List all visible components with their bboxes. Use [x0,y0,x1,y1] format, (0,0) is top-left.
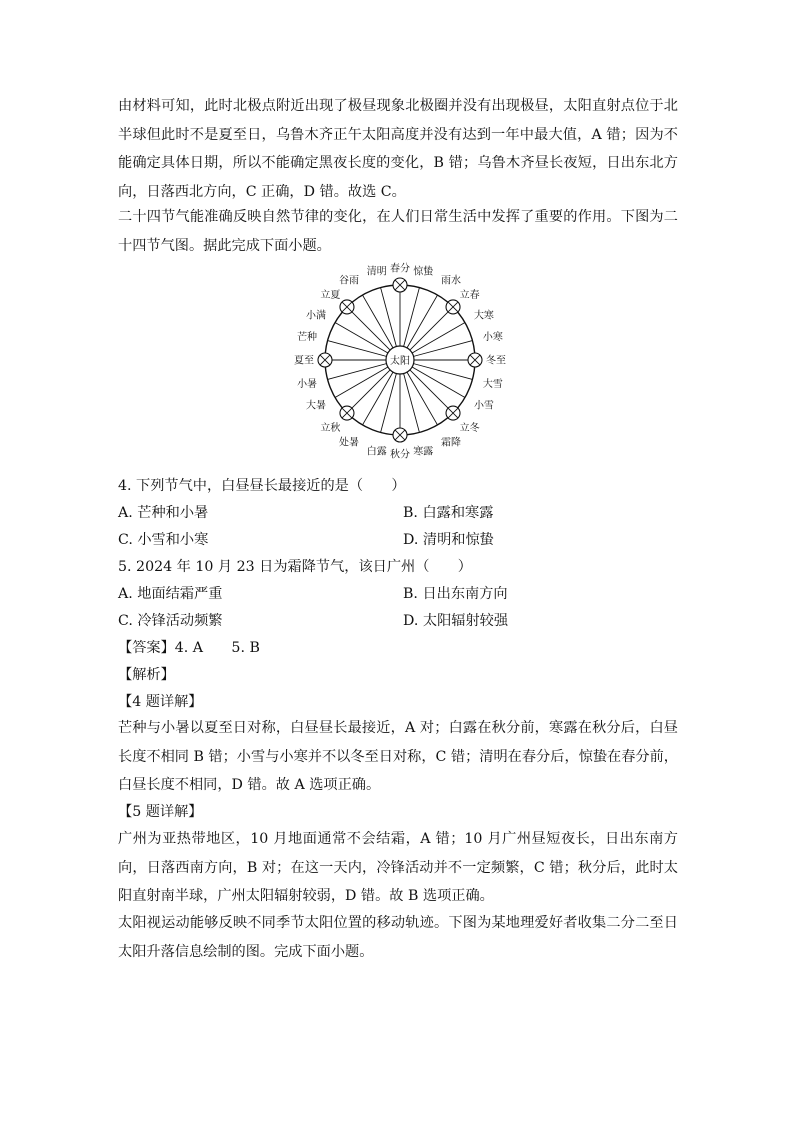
spoke-line [381,374,397,433]
spoke-line [404,374,420,433]
term-label: 小寒 [482,332,503,344]
q4-option-c: C. 小雪和小寒 [118,532,209,548]
term-label: 立冬 [459,423,480,435]
analysis-label: 【解析】 [118,667,175,683]
term-label: 立夏 [320,289,341,301]
term-label: 立秋 [320,423,341,435]
term-marker [468,353,482,367]
spoke-line [347,307,390,350]
spoke-line [363,295,394,348]
spoke-line [412,323,465,354]
spoke-line [363,372,394,425]
q5-stem: 5. 2024 年 10 月 23 日为霜降节气，该日广州（ ） [118,559,472,575]
spoke-line [410,370,453,413]
spoke-line [328,364,387,380]
q4-option-b: B. 白露和寒露 [403,505,494,521]
spoke-line [414,341,473,357]
term-marker [318,353,332,367]
q5-detail: 广州为亚热带地区，10 月地面通常不会结霜，A 错；10 月广州昼短夜长，日出东南方向，日落西南方向，B 对；在这一天内，冷锋活动并不一定频繁，C 错；秋分后，此时太阳直射南半球，广州太阳辐射较弱，D 错。故 B 选项正确。 [118,831,678,904]
material-paragraph: 二十四节气能准确反映自然节律的变化，在人们日常生活中发挥了重要的作用。下图为二十四节气图。据此完成下面小题。 [118,209,678,254]
term-marker [446,406,460,420]
term-label: 谷雨 [339,275,359,287]
term-marker [393,278,407,292]
q4-option-a: A. 芒种和小暑 [118,505,209,521]
q4-detail: 芒种与小暑以夏至日对称，白昼昼长最接近，A 对；白露在秋分前，寒露在秋分后，白昼长度不相同 B 错；小雪与小寒并不以冬至日对称，C 错；清明在春分后，惊蛰在春分前，白昼长度不相同，D 错。故 A 选项正确。 [118,720,678,793]
solar-terms-diagram [280,252,520,464]
term-label: 小雪 [473,400,494,412]
spoke-line [407,295,438,348]
spoke-line [335,323,388,354]
spoke-line [407,372,438,425]
term-marker [393,428,407,442]
term-label: 大寒 [473,310,494,322]
term-label: 立春 [459,289,480,301]
q4-option-d: D. 清明和惊蛰 [403,532,494,548]
term-marker [446,300,460,314]
intro-paragraph: 由材料可知，此时北极点附近出现了极昼现象北极圈并没有出现极昼，太阳直射点位于北半球但此时不是夏至日，乌鲁木齐正午太阳高度并没有达到一年中最大值，A 错；因为不能确定具体日期，所以不能确定黑夜长度的变化，B 错；乌鲁木齐昼长夜短，日出东北方向，日落西北方向，C 正确，D 错。故选 C。 [118,98,678,200]
q4-stem: 4. 下列节气中，白昼昼长最接近的是（ ） [118,478,406,494]
term-label: 小暑 [297,378,318,390]
term-label: 芒种 [297,332,318,344]
answer-line: 【答案】4. A 5. B [118,640,260,656]
q5-detail-label: 【5 题详解】 [118,804,203,820]
term-label: 冬至 [486,355,506,367]
spoke-line [347,370,390,413]
term-label: 白露 [366,446,387,458]
spoke-line [335,367,388,398]
term-label: 霜降 [441,437,461,449]
term-marker [340,300,354,314]
q4-detail-label: 【4 题详解】 [118,694,203,710]
spoke-line [404,288,420,347]
spoke-line [414,364,473,380]
term-label: 小满 [306,310,327,322]
term-marker [340,406,354,420]
spoke-line [381,288,397,347]
spoke-line [410,307,453,350]
q5-option-d: D. 太阳辐射较强 [403,613,509,629]
q5-option-a: A. 地面结霜严重 [118,586,223,602]
term-label: 处暑 [339,437,359,449]
q5-option-c: C. 冷锋活动频繁 [118,613,223,629]
term-label: 惊蛰 [413,266,434,278]
term-label: 大暑 [306,400,327,412]
q5-option-b: B. 日出东南方向 [403,586,508,602]
spoke-line [328,341,387,357]
term-label: 春分 [390,263,410,275]
term-label: 雨水 [441,275,461,287]
term-label: 寒露 [413,446,434,458]
sun-label: 太阳 [390,356,410,367]
term-label: 秋分 [390,449,410,461]
term-label: 夏至 [294,355,314,367]
spoke-line [412,367,465,398]
term-label: 大雪 [482,378,503,390]
closing-paragraph: 太阳视运动能够反映不同季节太阳位置的移动轨迹。下图为某地理爱好者收集二分二至日太阳升落信息绘制的图。完成下面小题。 [118,915,678,960]
term-label: 清明 [366,266,387,278]
